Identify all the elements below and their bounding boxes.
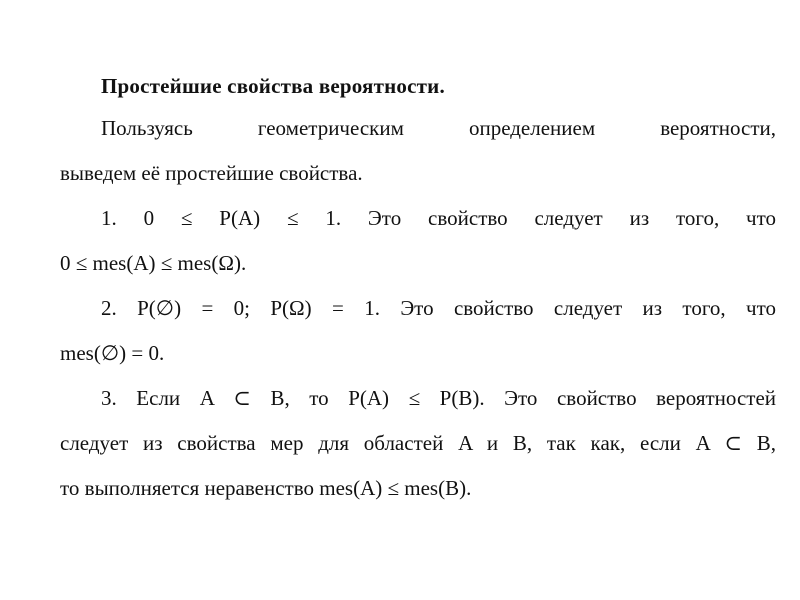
property-3-line-1: 3. Если A ⊂ B, то P(A) ≤ P(B). Это свойство вероятностей (101, 386, 776, 410)
section-heading: Простейшие свойства вероятности. (101, 74, 445, 98)
property-3-line-3: то выполняется неравенство mes(A) ≤ mes(B). (60, 476, 472, 500)
property-2-line-1: 2. P(∅) = 0; P(Ω) = 1. Это свойство следует из того, что (101, 296, 776, 320)
paragraph-intro-line-1: Пользуясь геометрическим определением вероятности, (101, 116, 776, 140)
property-1-line-2: 0 ≤ mes(A) ≤ mes(Ω). (60, 251, 247, 275)
paragraph-intro-line-2: выведем её простейшие свойства. (60, 161, 363, 185)
property-3-line-2: следует из свойства мер для областей A и B, так как, если A ⊂ B, (60, 431, 776, 455)
property-1-line-1: 1. 0 ≤ P(A) ≤ 1. Это свойство следует из того, что (101, 206, 776, 230)
property-2-line-2: mes(∅) = 0. (60, 341, 165, 365)
